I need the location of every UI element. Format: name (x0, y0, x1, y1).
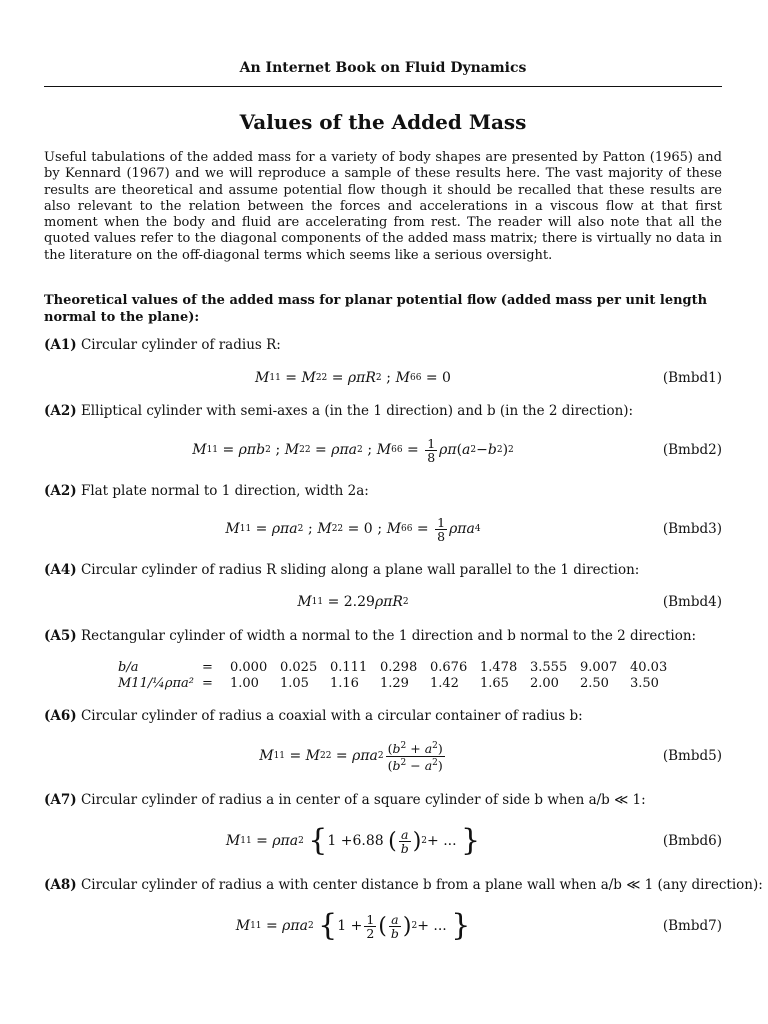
item-label: (A6) (44, 708, 77, 724)
ratio-value: 1.478 (480, 660, 518, 675)
intro-paragraph: Useful tabulations of the added mass for a variety of body shapes are presented by Patton (1965) and by Kennard (1967) and we will reproduce a sample of these results here. The vast majority of these results are theoretical and assume potential flow though it should be recalled that these results are also relevant to the relation between the forces and accelerations in a viscous flow at that first moment when the body and fluid are accelerating from rest. The reader will also note that all the quoted values refer to the diagonal components of the added mass matrix; there is virtually no data in the literature on the off-diagonal terms which seems like a serious oversight. (44, 150, 722, 263)
equation-body: M 11 = ρπa 2 { 1 + $\frac{1}{2}$ ( $\frac{a}{b}$ ) 2 + ... } (235, 908, 471, 943)
equation-number: (Bmbd2) (662, 442, 722, 458)
item-label: (A2) (44, 483, 77, 499)
bmbd4-coefficient: 2.29 (343, 594, 375, 610)
item-text: Rectangular cylinder of width a normal to the 1 direction and b normal to the 2 direction: (80, 628, 697, 644)
item-text: Circular cylinder of radius a coaxial with a circular container of radius b: (80, 708, 583, 724)
equation-bmbd2 (44, 432, 722, 468)
equation-number: (Bmbd5) (662, 748, 722, 764)
item-text: Circular cylinder of radius R sliding along a plane wall parallel to the 1 direction: (80, 562, 640, 578)
table-row (118, 676, 680, 692)
page-title: Values of the Added Mass (239, 110, 527, 134)
item-a1 (44, 337, 722, 353)
equation-body: M 11 = ρπa 2 { 1 + 6.88 ( $\frac{a}{b}$ ) 2 + ... } (225, 823, 481, 858)
equation-number: (Bmbd7) (662, 918, 722, 934)
row-label: M11/¼ρπa² (118, 676, 194, 691)
item-text: Circular cylinder of radius a in center of a square cylinder of side b when a/b ≪ 1: (80, 792, 646, 808)
ratio-value: 0.298 (380, 660, 418, 675)
equation-bmbd6 (44, 823, 722, 859)
bmbd6-coefficient: 6.88 (352, 833, 384, 849)
ratio-value: 9.007 (580, 660, 618, 675)
row-label: b/a (118, 660, 139, 675)
equation-number: (Bmbd3) (662, 521, 722, 537)
item-text: Flat plate normal to 1 direction, width 2a: (80, 483, 369, 499)
mass-value: 1.05 (280, 676, 309, 691)
mass-value: 1.00 (230, 676, 259, 691)
item-label: (A8) (44, 877, 77, 893)
running-header: An Internet Book on Fluid Dynamics (239, 60, 527, 76)
ratio-value: 0.000 (230, 660, 268, 675)
ratio-value: 3.555 (530, 660, 568, 675)
equation-body: M 11 = M 22 = ρπa 2 $\frac{(b^2 + a^2)}{(b^2 - a^2)}$ (259, 741, 443, 773)
item-label: (A4) (44, 562, 77, 578)
equation-body: M 11 = ρπb 2 ; M 22 = ρπa 2 ; M 66 = $\frac{1}{8}$ ρπ ( a 2 − b 2 ) 2 (192, 435, 514, 465)
item-a7 (44, 792, 722, 808)
item-label: (A7) (44, 792, 77, 808)
item-label: (A5) (44, 628, 77, 644)
item-a5 (44, 628, 722, 644)
mass-value: 2.50 (580, 676, 609, 691)
mass-value: 1.42 (430, 676, 459, 691)
item-a2-plate (44, 483, 722, 499)
equation-body: M 11 = M 22 = ρπR 2 ; M 66 = 0 (255, 370, 451, 386)
ratio-value: 40.03 (630, 660, 668, 675)
item-text: Circular cylinder of radius R: (80, 337, 281, 353)
item-label: (A1) (44, 337, 77, 353)
item-a2-ellipse (44, 403, 722, 419)
item-a4 (44, 562, 722, 578)
equation-body: M 11 = 2.29 ρπR 2 (297, 594, 409, 610)
equation-bmbd4 (44, 584, 722, 620)
ratio-value: 0.025 (280, 660, 318, 675)
mass-value: 1.65 (480, 676, 509, 691)
item-a6 (44, 708, 722, 724)
header-rule (44, 86, 722, 87)
equation-number: (Bmbd6) (662, 833, 722, 849)
equals-sign: = (202, 676, 213, 691)
equation-number: (Bmbd1) (662, 370, 722, 386)
equation-number: (Bmbd4) (662, 594, 722, 610)
added-mass-table-a5 (118, 660, 680, 692)
mass-value: 2.00 (530, 676, 559, 691)
item-label: (A2) (44, 403, 77, 419)
section-heading: Theoretical values of the added mass for planar potential flow (added mass per unit length normal to the plane): (44, 293, 708, 325)
ratio-value: 0.676 (430, 660, 468, 675)
equals-sign: = (202, 660, 213, 675)
equation-bmbd7 (44, 908, 722, 944)
mass-value: 1.29 (380, 676, 409, 691)
equation-bmbd1 (44, 360, 722, 396)
equation-bmbd5 (44, 738, 722, 774)
equation-body: M 11 = ρπa 2 ; M 22 = 0 ; M 66 = $\frac{1}{8}$ ρπa 4 (225, 514, 481, 544)
mass-value: 1.16 (330, 676, 359, 691)
table-row (118, 660, 680, 676)
item-a8 (44, 877, 763, 893)
item-text: Elliptical cylinder with semi-axes a (in the 1 direction) and b (in the 2 direction): (80, 403, 634, 419)
item-text: Circular cylinder of radius a with center distance b from a plane wall when a/b ≪ 1 (any direction): (80, 877, 763, 893)
ratio-value: 0.111 (330, 660, 368, 675)
mass-value: 3.50 (630, 676, 659, 691)
equation-bmbd3 (44, 511, 722, 547)
